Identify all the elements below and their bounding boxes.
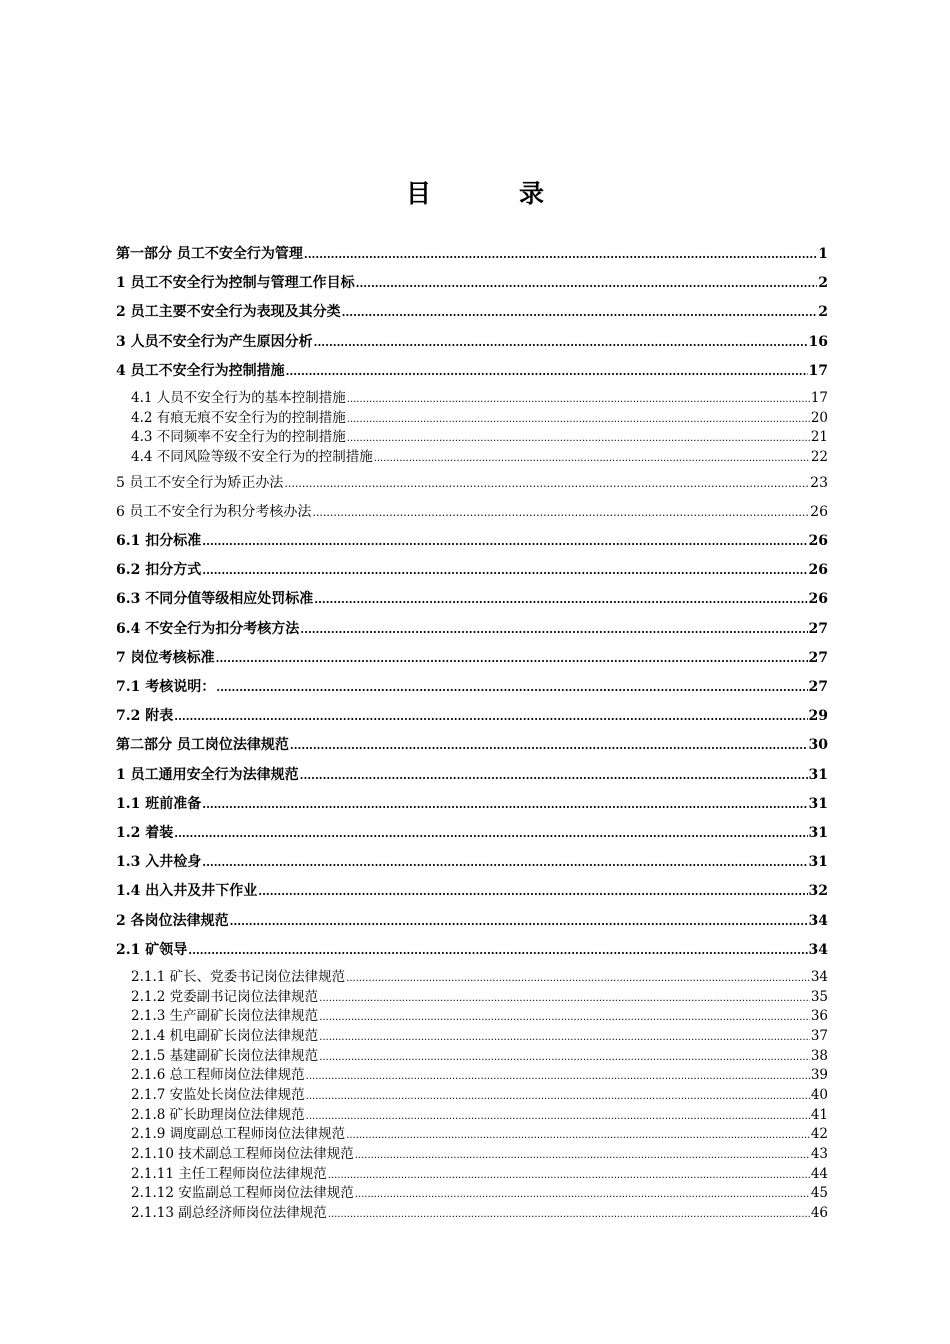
toc-leader-dots — [355, 1144, 810, 1166]
toc-leader-dots — [342, 298, 818, 327]
toc-entry[interactable] — [116, 819, 828, 848]
toc-entry-title: 6.1 扣分标准 — [116, 533, 202, 550]
toc-page-number: 26 — [810, 503, 828, 520]
toc-leader-dots — [216, 673, 807, 702]
toc-leader-dots — [174, 819, 807, 848]
toc-entry[interactable] — [116, 1183, 828, 1203]
toc-entry[interactable] — [116, 1085, 828, 1105]
toc-leader-dots — [312, 498, 809, 527]
toc-page-number: 16 — [808, 333, 828, 350]
toc-page-number: 26 — [808, 591, 828, 608]
toc-leader-dots — [319, 1026, 810, 1048]
toc-page-number: 36 — [810, 1008, 828, 1025]
toc-entry[interactable] — [116, 357, 828, 386]
toc-entry[interactable] — [116, 427, 828, 447]
toc-entry[interactable] — [116, 761, 828, 790]
toc-page-number: 44 — [810, 1165, 828, 1182]
toc-leader-dots — [314, 585, 807, 614]
toc-leader-dots — [306, 1085, 810, 1107]
toc-page-number: 38 — [810, 1047, 828, 1064]
toc-entry-title: 4.4 不同风险等级不安全行为的控制措施 — [131, 449, 373, 465]
toc-page-number: 42 — [810, 1126, 828, 1143]
toc-page-number: 31 — [808, 766, 828, 783]
toc-entry-title: 2.1.1 矿长、党委书记岗位法律规范 — [131, 968, 346, 985]
toc-page-number: 31 — [808, 795, 828, 812]
toc-entry-title: 6 员工不安全行为积分考核办法 — [116, 503, 312, 520]
toc-entry-title: 2.1.7 安监处长岗位法律规范 — [131, 1087, 305, 1103]
toc-leader-dots — [290, 731, 808, 760]
toc-entry-title: 7 岗位考核标准 — [116, 649, 215, 666]
toc-page-number: 40 — [810, 1087, 828, 1103]
toc-entry[interactable] — [116, 936, 828, 965]
toc-page-number: 35 — [810, 988, 828, 1005]
toc-entry[interactable] — [116, 527, 828, 556]
toc-page-number: 2 — [818, 275, 828, 292]
toc-leader-dots — [319, 1046, 810, 1068]
toc-leader-dots — [258, 877, 807, 906]
toc-page-number: 32 — [808, 883, 828, 900]
toc-leader-dots — [202, 848, 807, 877]
toc-page-number: 22 — [810, 449, 828, 465]
toc-entry[interactable] — [116, 1105, 828, 1125]
toc-entry-title: 2.1.8 矿长助理岗位法律规范 — [131, 1106, 305, 1123]
toc-entry-title: 5 员工不安全行为矫正办法 — [116, 474, 284, 491]
toc-leader-dots — [346, 967, 810, 989]
toc-page-number: 1 — [818, 246, 828, 262]
toc-entry-title: 3 人员不安全行为产生原因分析 — [116, 333, 313, 350]
toc-leader-dots — [202, 790, 807, 819]
toc-entry-title: 2.1.9 调度副总工程师岗位法律规范 — [131, 1126, 346, 1143]
toc-page-number: 27 — [808, 620, 828, 637]
toc-entry-title: 7.1 考核说明： — [116, 679, 216, 695]
toc-entry[interactable] — [116, 1046, 828, 1066]
toc-entry[interactable] — [116, 298, 828, 327]
toc-page-number: 30 — [808, 737, 828, 754]
toc-leader-dots — [319, 1006, 810, 1028]
toc-entry[interactable] — [116, 702, 828, 731]
toc-entry[interactable] — [116, 790, 828, 819]
toc-entry[interactable] — [116, 447, 828, 467]
toc-entry-title: 6.4 不安全行为扣分考核方法 — [116, 620, 300, 637]
toc-entry-title: 4.3 不同频率不安全行为的控制措施 — [131, 429, 346, 446]
toc-leader-dots — [300, 761, 808, 790]
toc-entry-title: 7.2 附表 — [116, 708, 174, 725]
toc-leader-dots — [304, 240, 817, 269]
toc-title — [0, 174, 950, 210]
toc-page-number: 26 — [808, 533, 828, 550]
toc-entry[interactable] — [116, 877, 828, 906]
toc-leader-dots — [306, 1065, 810, 1087]
toc-page-number: 31 — [808, 854, 828, 871]
toc-entry-title: 2.1.6 总工程师岗位法律规范 — [131, 1067, 305, 1084]
toc-entry-title: 1.1 班前准备 — [116, 795, 202, 812]
toc-leader-dots — [216, 644, 808, 673]
toc-entry[interactable] — [116, 615, 828, 644]
toc-leader-dots — [202, 556, 807, 585]
toc-entry[interactable] — [116, 469, 828, 498]
toc-entry-title: 2.1.10 技术副总工程师岗位法律规范 — [131, 1146, 354, 1163]
toc-entry-title: 2 各岗位法律规范 — [116, 912, 229, 929]
toc-leader-dots — [300, 615, 807, 644]
toc-entry-title: 2.1.13 副总经济师岗位法律规范 — [131, 1205, 327, 1222]
toc-entry[interactable] — [116, 240, 828, 269]
toc-entry-title: 4.1 人员不安全行为的基本控制措施 — [131, 389, 346, 406]
toc-page-number: 39 — [810, 1067, 828, 1084]
toc-entry[interactable] — [116, 328, 828, 357]
toc-leader-dots — [346, 1124, 810, 1146]
toc-leader-dots — [319, 987, 810, 1009]
toc-leader-dots — [306, 1105, 810, 1127]
toc-page-number: 43 — [810, 1146, 828, 1163]
toc-leader-dots — [174, 702, 807, 731]
toc-page-number: 34 — [808, 912, 828, 929]
toc-entry[interactable] — [116, 731, 828, 760]
toc-entry[interactable] — [116, 673, 828, 702]
toc-entry[interactable] — [116, 848, 828, 877]
toc-entry[interactable] — [116, 408, 828, 428]
toc-entry[interactable] — [116, 1203, 828, 1223]
toc-entry-title: 2.1.12 安监副总工程师岗位法律规范 — [131, 1185, 354, 1202]
toc-page-number: 17 — [808, 362, 828, 379]
toc-entry-title: 4 员工不安全行为控制措施 — [116, 362, 285, 379]
toc-leader-dots — [347, 388, 810, 410]
toc-page-number: 20 — [810, 409, 828, 426]
toc-entry[interactable] — [116, 967, 828, 987]
toc-entry[interactable] — [116, 987, 828, 1007]
toc-entry-title: 1.3 入井检身 — [116, 854, 202, 871]
title-char-2: 录 — [519, 179, 545, 208]
toc-entry[interactable] — [116, 1144, 828, 1164]
toc-entry-title: 2 员工主要不安全行为表现及其分类 — [116, 304, 341, 321]
toc-entry-title: 2.1 矿领导 — [116, 941, 188, 958]
toc-entry[interactable] — [116, 1124, 828, 1144]
toc-leader-dots — [328, 1203, 810, 1225]
toc-entry-title: 2.1.11 主任工程师岗位法律规范 — [131, 1165, 327, 1182]
toc-entry-title: 1 员工通用安全行为法律规范 — [116, 766, 299, 783]
toc-entry[interactable] — [116, 1026, 828, 1046]
toc-entry[interactable] — [116, 1164, 828, 1184]
toc-entry-title: 1.2 着装 — [116, 824, 174, 841]
table-of-contents — [116, 240, 828, 1223]
toc-entry-title: 第二部分 员工岗位法律规范 — [116, 737, 289, 754]
toc-entry-title: 2.1.3 生产副矿长岗位法律规范 — [131, 1008, 319, 1025]
toc-leader-dots — [286, 357, 808, 386]
toc-entry-title: 6.3 不同分值等级相应处罚标准 — [116, 591, 314, 608]
toc-page-number: 27 — [808, 679, 828, 695]
toc-page-number: 26 — [808, 562, 828, 579]
toc-entry[interactable] — [116, 585, 828, 614]
toc-leader-dots — [284, 469, 809, 498]
title-char-1: 目 — [405, 179, 431, 208]
toc-entry-title: 2.1.5 基建副矿长岗位法律规范 — [131, 1047, 319, 1064]
toc-page-number: 29 — [808, 708, 828, 725]
toc-entry-title: 2.1.4 机电副矿长岗位法律规范 — [131, 1027, 319, 1044]
toc-leader-dots — [230, 907, 808, 936]
toc-entry[interactable] — [116, 269, 828, 298]
toc-page-number: 17 — [810, 389, 828, 406]
toc-leader-dots — [328, 1164, 810, 1186]
toc-leader-dots — [202, 527, 807, 556]
toc-entry-title: 6.2 扣分方式 — [116, 562, 202, 579]
toc-page-number: 41 — [810, 1106, 828, 1123]
toc-leader-dots — [347, 408, 810, 430]
toc-entry[interactable] — [116, 907, 828, 936]
toc-page-number: 27 — [808, 649, 828, 666]
toc-entry[interactable] — [116, 644, 828, 673]
toc-entry[interactable] — [116, 388, 828, 408]
toc-page-number: 23 — [810, 474, 828, 491]
toc-entry-title: 1 员工不安全行为控制与管理工作目标 — [116, 275, 355, 292]
toc-entry[interactable] — [116, 1065, 828, 1085]
toc-entry[interactable] — [116, 1006, 828, 1026]
toc-page-number: 46 — [810, 1205, 828, 1222]
toc-page-number: 34 — [808, 941, 828, 958]
toc-entry[interactable] — [116, 498, 828, 527]
toc-leader-dots — [347, 427, 810, 449]
toc-entry[interactable] — [116, 556, 828, 585]
toc-entry-title: 1.4 出入井及井下作业 — [116, 883, 258, 900]
toc-page-number: 45 — [810, 1185, 828, 1202]
toc-page-number: 21 — [810, 429, 828, 446]
toc-leader-dots — [314, 328, 808, 357]
toc-leader-dots — [355, 1183, 810, 1205]
toc-leader-dots — [374, 447, 810, 469]
toc-page-number: 37 — [810, 1027, 828, 1044]
toc-leader-dots — [188, 936, 807, 965]
toc-entry-title: 4.2 有痕无痕不安全行为的控制措施 — [131, 409, 346, 426]
toc-leader-dots — [356, 269, 818, 298]
toc-entry-title: 第一部分 员工不安全行为管理 — [116, 246, 303, 262]
toc-page-number: 34 — [810, 968, 828, 985]
toc-page-number: 31 — [808, 824, 828, 841]
toc-page-number: 2 — [818, 304, 828, 321]
toc-entry-title: 2.1.2 党委副书记岗位法律规范 — [131, 988, 319, 1005]
